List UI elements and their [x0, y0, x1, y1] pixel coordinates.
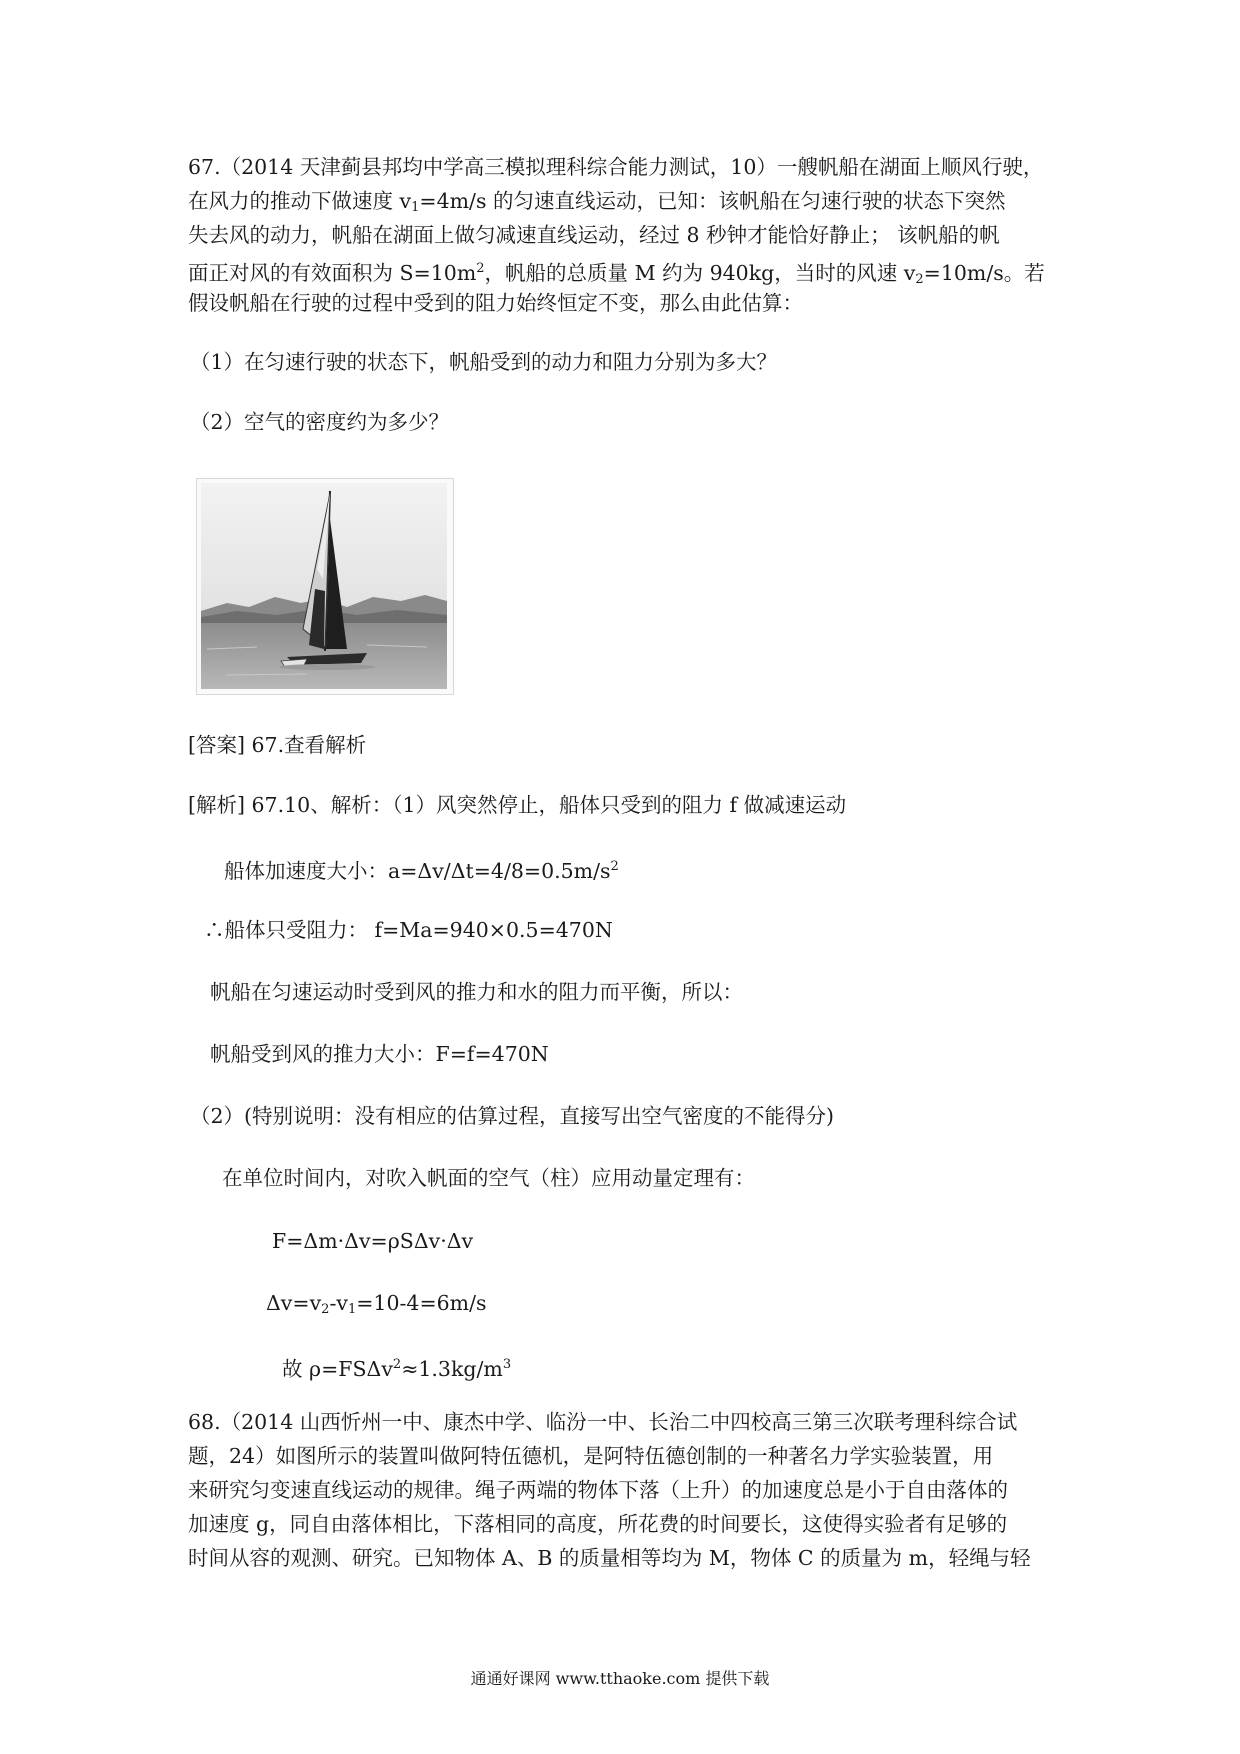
- q67-subquestion-2: （2）空气的密度约为多少？: [190, 410, 450, 434]
- q67-line-3: 失去风的动力，帆船在湖面上做匀减速直线运动，经过 8 秒钟才能恰好静止； 该帆船的帆: [188, 223, 1000, 247]
- q67-unit-time: 在单位时间内，对吹入帆面的空气（柱）应用动量定理有：: [222, 1166, 755, 1190]
- q68-line-4: 加速度 g，同自由落体相比，下落相同的高度，所花费的时间要长，这使得实验者有足够的: [188, 1512, 1008, 1536]
- q68-line-2: 题，24）如图所示的装置叫做阿特伍德机，是阿特伍德创制的一种著名力学实验装置，用: [188, 1444, 994, 1468]
- sailboat-illustration: [197, 479, 453, 694]
- q67-analysis-intro: [解析] 67.10、解析：（1）风突然停止，船体只受到的阻力 f 做减速运动: [188, 793, 847, 817]
- q67-part-2: （2）(特别说明：没有相应的估算过程，直接写出空气密度的不能得分): [190, 1104, 835, 1128]
- page-footer: 通通好课网 www.tthaoke.com 提供下载: [470, 1669, 770, 1688]
- q67-subquestion-1: （1）在匀速行驶的状态下，帆船受到的动力和阻力分别为多大？: [190, 350, 778, 374]
- q67-line-1: 67.（2014 天津蓟县邦均中学高三模拟理科综合能力测试，10）一艘帆船在湖面上顺风行驶，: [188, 155, 1044, 179]
- q68-line-5: 时间从容的观测、研究。已知物体 A、B 的质量相等均为 M，物体 C 的质量为 m，轻绳与轻: [188, 1546, 1031, 1570]
- q67-resistance: ∴船体只受阻力： f=Ma=940×0.5=470N: [204, 918, 613, 942]
- sailboat-photo: [196, 478, 454, 695]
- q67-line-2: 在风力的推动下做速度 $v_1=4m/s$ 的匀速直线运动，已知：该帆船在匀速行驶的状态下突然: [188, 189, 1006, 215]
- q68-line-1: 68.（2014 山西忻州一中、康杰中学、临汾一中、长治二中四校高三第三次联考理科综合试: [188, 1410, 1018, 1434]
- q67-acceleration: 船体加速度大小：$a=\Delta v/\Delta t=4/8=0.5m/s^2$: [224, 859, 619, 883]
- q67-line-5: 假设帆船在行驶的过程中受到的阻力始终恒定不变，那么由此估算：: [188, 291, 803, 315]
- q67-answer: [答案] 67.查看解析: [188, 733, 367, 757]
- q68-line-3: 来研究匀变速直线运动的规律。绳子两端的物体下落（上升）的加速度总是小于自由落体的: [188, 1478, 1008, 1502]
- q67-formula-2: $\Delta v=v_2-v_1=10-4=6m/s$: [266, 1291, 487, 1317]
- q67-line-4: 面正对风的有效面积为 $S=10m^2$，帆船的总质量 M 约为 940kg，当时的风速 $v_2=10m/s$。若: [188, 261, 1045, 287]
- q67-formula-3: 故 $\rho=FS\Delta v^2\approx 1.3kg/m^3$: [282, 1357, 512, 1381]
- q67-push-force: 帆船受到风的推力大小：F=f=470N: [210, 1042, 549, 1066]
- q67-balance: 帆船在匀速运动时受到风的推力和水的阻力而平衡，所以：: [210, 980, 743, 1004]
- q67-formula-1: F=Δm·Δv=ρSΔv·Δv: [272, 1229, 474, 1253]
